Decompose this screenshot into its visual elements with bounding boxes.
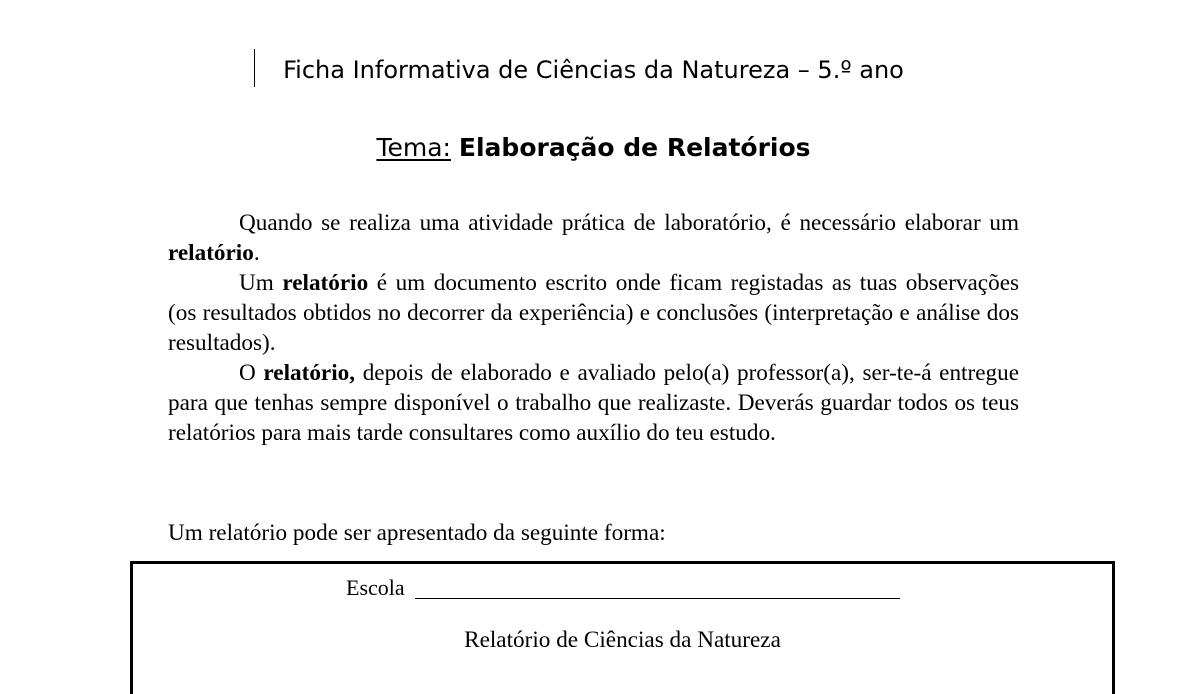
paragraph-2-end: é um documento escrito onde ficam registadas as tuas observações (os resultados obtidos no decorrer da experiência) e conclusões (interpretação e análise dos resultados). (168, 270, 1020, 356)
paragraph-1-end: . (253, 240, 260, 266)
theme-name: Elaboração de Relatórios (458, 133, 811, 162)
paragraph-1-text: Quando se realiza uma atividade prática de laboratório, é necessário elaborar um (239, 210, 1019, 236)
paragraph-2 (168, 268, 1019, 358)
school-fill-line (415, 598, 900, 599)
report-intro: Um relatório pode ser apresentado da seguinte forma: (168, 520, 666, 546)
school-label: Escola (346, 575, 405, 600)
paragraph-3-text: O (239, 360, 264, 386)
body-text (168, 208, 1019, 448)
paragraph-2-bold: relatório (282, 270, 369, 296)
document-title: Ficha Informativa de Ciências da Natureza – 5.º ano (283, 56, 904, 84)
theme-label: Tema: (376, 133, 451, 162)
paragraph-3-bold: relatório, (263, 360, 356, 386)
paragraph-1 (168, 208, 1019, 268)
report-title: Relatório de Ciências da Natureza (464, 627, 781, 653)
paragraph-3-end: depois de elaborado e avaliado pelo(a) professor(a), ser-te-á entregue para que tenhas sempre disponível o trabalho que realizaste. Deverás guardar todos os teus relatórios para mais tarde consultares como auxílio do teu estudo. (168, 360, 1019, 446)
paragraph-1-bold: relatório (168, 240, 254, 266)
paragraph-3 (168, 358, 1019, 448)
paragraph-2-text: Um (239, 270, 283, 296)
document-subtitle (0, 130, 1187, 166)
